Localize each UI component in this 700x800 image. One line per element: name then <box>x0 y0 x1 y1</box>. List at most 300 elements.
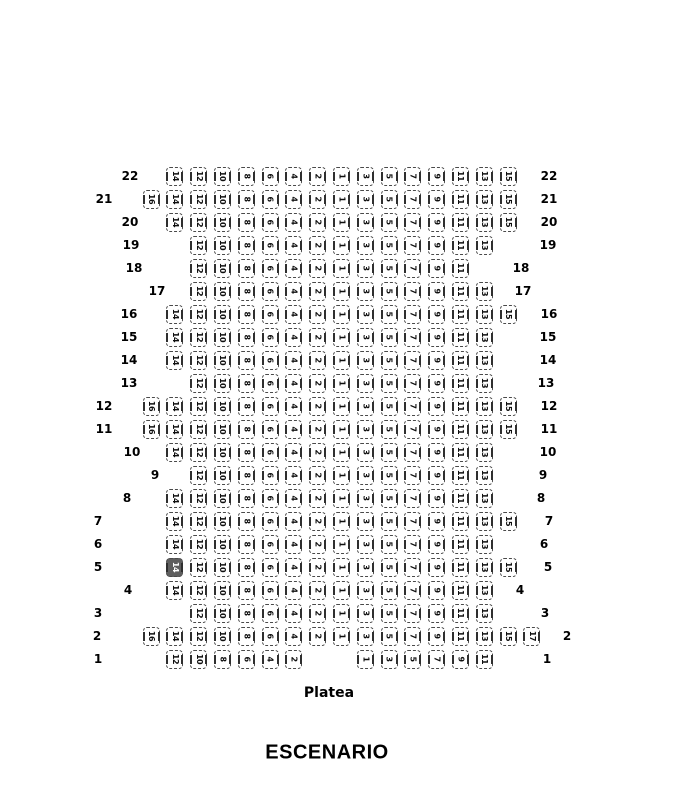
seat-row20-num13[interactable] <box>476 213 493 232</box>
seat-row2-num2[interactable] <box>309 627 326 646</box>
seat-row8-num7[interactable] <box>404 489 421 508</box>
seat-row14-num10[interactable] <box>214 351 231 370</box>
seat-row9-num10[interactable] <box>214 466 231 485</box>
seat-row22-num1[interactable] <box>333 167 350 186</box>
seat-row11-num1[interactable] <box>333 420 350 439</box>
seat-row17-num7[interactable] <box>404 282 421 301</box>
seat-row2-num1[interactable] <box>333 627 350 646</box>
seat-row20-num3[interactable] <box>357 213 374 232</box>
seat-row15-num14[interactable] <box>166 328 183 347</box>
seat-row19-num2[interactable] <box>309 236 326 255</box>
seat-row19-num11[interactable] <box>452 236 469 255</box>
seat-row15-num1[interactable] <box>333 328 350 347</box>
seat-row20-num2[interactable] <box>309 213 326 232</box>
seat-row11-num5[interactable] <box>381 420 398 439</box>
seat-row20-num14[interactable] <box>166 213 183 232</box>
seat-row11-num10[interactable] <box>214 420 231 439</box>
seat-row17-num11[interactable] <box>452 282 469 301</box>
seat-row2-num4[interactable] <box>285 627 302 646</box>
seat-row14-num1[interactable] <box>333 351 350 370</box>
seat-row7-num14[interactable] <box>166 512 183 531</box>
seat-row9-num9[interactable] <box>428 466 445 485</box>
seat-row11-num3[interactable] <box>357 420 374 439</box>
seat-row18-num6[interactable] <box>262 259 279 278</box>
seat-row8-num11[interactable] <box>452 489 469 508</box>
seat-row1-num8[interactable] <box>214 650 231 669</box>
seat-row19-num3[interactable] <box>357 236 374 255</box>
seat-row17-num3[interactable] <box>357 282 374 301</box>
seat-row20-num4[interactable] <box>285 213 302 232</box>
seat-row11-num16[interactable] <box>143 420 160 439</box>
seat-row20-num12[interactable] <box>190 213 207 232</box>
seat-row1-num3[interactable] <box>381 650 398 669</box>
seat-row2-num10[interactable] <box>214 627 231 646</box>
seat-row2-num5[interactable] <box>381 627 398 646</box>
seat-row10-num4[interactable] <box>285 443 302 462</box>
seat-row9-num7[interactable] <box>404 466 421 485</box>
seat-row7-num10[interactable] <box>214 512 231 531</box>
seat-row6-num1[interactable] <box>333 535 350 554</box>
seat-row21-num2[interactable] <box>309 190 326 209</box>
seat-row21-num5[interactable] <box>381 190 398 209</box>
seat-row9-num6[interactable] <box>262 466 279 485</box>
seat-row12-num16[interactable] <box>143 397 160 416</box>
seat-row5-num6[interactable] <box>262 558 279 577</box>
seat-row19-num4[interactable] <box>285 236 302 255</box>
seat-row9-num5[interactable] <box>381 466 398 485</box>
seat-row21-num15[interactable] <box>500 190 517 209</box>
seat-row4-num4[interactable] <box>285 581 302 600</box>
seat-row22-num3[interactable] <box>357 167 374 186</box>
seat-row14-num9[interactable] <box>428 351 445 370</box>
seat-row15-num13[interactable] <box>476 328 493 347</box>
seat-row5-num3[interactable] <box>357 558 374 577</box>
seat-row18-num12[interactable] <box>190 259 207 278</box>
seat-row16-num9[interactable] <box>428 305 445 324</box>
seat-row2-num3[interactable] <box>357 627 374 646</box>
seat-row15-num5[interactable] <box>381 328 398 347</box>
seat-row1-num7[interactable] <box>428 650 445 669</box>
seat-row22-num8[interactable] <box>238 167 255 186</box>
seat-row6-num10[interactable] <box>214 535 231 554</box>
seat-row12-num4[interactable] <box>285 397 302 416</box>
seat-row4-num3[interactable] <box>357 581 374 600</box>
seat-row7-num12[interactable] <box>190 512 207 531</box>
seat-row18-num10[interactable] <box>214 259 231 278</box>
seat-row8-num3[interactable] <box>357 489 374 508</box>
seat-row14-num13[interactable] <box>476 351 493 370</box>
seat-row5-num14[interactable] <box>166 558 183 577</box>
seat-row12-num8[interactable] <box>238 397 255 416</box>
seat-row19-num6[interactable] <box>262 236 279 255</box>
seat-row15-num2[interactable] <box>309 328 326 347</box>
seat-row21-num7[interactable] <box>404 190 421 209</box>
seat-row16-num8[interactable] <box>238 305 255 324</box>
seat-row12-num12[interactable] <box>190 397 207 416</box>
seat-row2-num17[interactable] <box>523 627 540 646</box>
seat-row18-num11[interactable] <box>452 259 469 278</box>
seat-row6-num11[interactable] <box>452 535 469 554</box>
seat-row12-num13[interactable] <box>476 397 493 416</box>
seat-row1-num1[interactable] <box>357 650 374 669</box>
seat-row13-num2[interactable] <box>309 374 326 393</box>
seat-row10-num2[interactable] <box>309 443 326 462</box>
seat-row9-num3[interactable] <box>357 466 374 485</box>
seat-row4-num13[interactable] <box>476 581 493 600</box>
seat-row7-num1[interactable] <box>333 512 350 531</box>
seat-row3-num12[interactable] <box>190 604 207 623</box>
seat-row12-num11[interactable] <box>452 397 469 416</box>
seat-row15-num9[interactable] <box>428 328 445 347</box>
seat-row1-num9[interactable] <box>452 650 469 669</box>
seat-row10-num8[interactable] <box>238 443 255 462</box>
seat-row5-num11[interactable] <box>452 558 469 577</box>
seat-row11-num7[interactable] <box>404 420 421 439</box>
seat-row10-num11[interactable] <box>452 443 469 462</box>
seat-row16-num1[interactable] <box>333 305 350 324</box>
seat-row16-num15[interactable] <box>500 305 517 324</box>
seat-row13-num12[interactable] <box>190 374 207 393</box>
seat-row17-num8[interactable] <box>238 282 255 301</box>
seat-row6-num5[interactable] <box>381 535 398 554</box>
seat-row8-num2[interactable] <box>309 489 326 508</box>
seat-row19-num1[interactable] <box>333 236 350 255</box>
seat-row16-num12[interactable] <box>190 305 207 324</box>
seat-row7-num3[interactable] <box>357 512 374 531</box>
seat-row17-num4[interactable] <box>285 282 302 301</box>
seat-row10-num14[interactable] <box>166 443 183 462</box>
seat-row12-num5[interactable] <box>381 397 398 416</box>
seat-row20-num6[interactable] <box>262 213 279 232</box>
seat-row1-num11[interactable] <box>476 650 493 669</box>
seat-row4-num11[interactable] <box>452 581 469 600</box>
seat-row4-num12[interactable] <box>190 581 207 600</box>
seat-row21-num6[interactable] <box>262 190 279 209</box>
seat-row7-num8[interactable] <box>238 512 255 531</box>
seat-row9-num8[interactable] <box>238 466 255 485</box>
seat-row4-num8[interactable] <box>238 581 255 600</box>
seat-row7-num2[interactable] <box>309 512 326 531</box>
seat-row21-num10[interactable] <box>214 190 231 209</box>
seat-row15-num7[interactable] <box>404 328 421 347</box>
seat-row8-num8[interactable] <box>238 489 255 508</box>
seat-row14-num14[interactable] <box>166 351 183 370</box>
seat-row14-num5[interactable] <box>381 351 398 370</box>
seat-row21-num11[interactable] <box>452 190 469 209</box>
seat-row18-num5[interactable] <box>381 259 398 278</box>
seat-row16-num2[interactable] <box>309 305 326 324</box>
seat-row14-num3[interactable] <box>357 351 374 370</box>
seat-row22-num7[interactable] <box>404 167 421 186</box>
seat-row3-num9[interactable] <box>428 604 445 623</box>
seat-row12-num2[interactable] <box>309 397 326 416</box>
seat-row14-num7[interactable] <box>404 351 421 370</box>
seat-row22-num5[interactable] <box>381 167 398 186</box>
seat-row4-num9[interactable] <box>428 581 445 600</box>
seat-row10-num6[interactable] <box>262 443 279 462</box>
seat-row19-num10[interactable] <box>214 236 231 255</box>
seat-row21-num9[interactable] <box>428 190 445 209</box>
seat-row3-num8[interactable] <box>238 604 255 623</box>
seat-row1-num4[interactable] <box>262 650 279 669</box>
seat-row14-num12[interactable] <box>190 351 207 370</box>
seat-row21-num13[interactable] <box>476 190 493 209</box>
seat-row9-num12[interactable] <box>190 466 207 485</box>
seat-row8-num9[interactable] <box>428 489 445 508</box>
seat-row3-num1[interactable] <box>333 604 350 623</box>
seat-row5-num9[interactable] <box>428 558 445 577</box>
seat-row6-num12[interactable] <box>190 535 207 554</box>
seat-row5-num12[interactable] <box>190 558 207 577</box>
seat-row18-num7[interactable] <box>404 259 421 278</box>
seat-row7-num13[interactable] <box>476 512 493 531</box>
seat-row5-num13[interactable] <box>476 558 493 577</box>
seat-row2-num12[interactable] <box>190 627 207 646</box>
seat-row1-num5[interactable] <box>404 650 421 669</box>
seat-row15-num8[interactable] <box>238 328 255 347</box>
seat-row14-num4[interactable] <box>285 351 302 370</box>
seat-row15-num12[interactable] <box>190 328 207 347</box>
seat-row9-num11[interactable] <box>452 466 469 485</box>
seat-row17-num6[interactable] <box>262 282 279 301</box>
seat-row18-num4[interactable] <box>285 259 302 278</box>
seat-row16-num11[interactable] <box>452 305 469 324</box>
seat-row8-num4[interactable] <box>285 489 302 508</box>
seat-row5-num8[interactable] <box>238 558 255 577</box>
seat-row13-num10[interactable] <box>214 374 231 393</box>
seat-row3-num4[interactable] <box>285 604 302 623</box>
seat-row22-num14[interactable] <box>166 167 183 186</box>
seat-row1-num10[interactable] <box>190 650 207 669</box>
seat-row18-num1[interactable] <box>333 259 350 278</box>
seat-row12-num6[interactable] <box>262 397 279 416</box>
seat-row7-num9[interactable] <box>428 512 445 531</box>
seat-row19-num7[interactable] <box>404 236 421 255</box>
seat-row21-num1[interactable] <box>333 190 350 209</box>
seat-row5-num5[interactable] <box>381 558 398 577</box>
seat-row2-num9[interactable] <box>428 627 445 646</box>
seat-row14-num11[interactable] <box>452 351 469 370</box>
seat-row19-num5[interactable] <box>381 236 398 255</box>
seat-row10-num3[interactable] <box>357 443 374 462</box>
seat-row12-num3[interactable] <box>357 397 374 416</box>
seat-row8-num6[interactable] <box>262 489 279 508</box>
seat-row8-num1[interactable] <box>333 489 350 508</box>
seat-row17-num13[interactable] <box>476 282 493 301</box>
seat-row4-num6[interactable] <box>262 581 279 600</box>
seat-row11-num13[interactable] <box>476 420 493 439</box>
seat-row5-num7[interactable] <box>404 558 421 577</box>
seat-row18-num8[interactable] <box>238 259 255 278</box>
seat-row11-num8[interactable] <box>238 420 255 439</box>
seat-row19-num9[interactable] <box>428 236 445 255</box>
seat-row1-num12[interactable] <box>166 650 183 669</box>
seat-row4-num7[interactable] <box>404 581 421 600</box>
seat-row15-num10[interactable] <box>214 328 231 347</box>
seat-row2-num15[interactable] <box>500 627 517 646</box>
seat-row5-num2[interactable] <box>309 558 326 577</box>
seat-row16-num4[interactable] <box>285 305 302 324</box>
seat-row16-num3[interactable] <box>357 305 374 324</box>
seat-row1-num2[interactable] <box>285 650 302 669</box>
seat-row4-num10[interactable] <box>214 581 231 600</box>
seat-row11-num4[interactable] <box>285 420 302 439</box>
seat-row2-num13[interactable] <box>476 627 493 646</box>
seat-row22-num13[interactable] <box>476 167 493 186</box>
seat-row22-num2[interactable] <box>309 167 326 186</box>
seat-row15-num4[interactable] <box>285 328 302 347</box>
seat-row10-num1[interactable] <box>333 443 350 462</box>
seat-row11-num14[interactable] <box>166 420 183 439</box>
seat-row17-num2[interactable] <box>309 282 326 301</box>
seat-row5-num10[interactable] <box>214 558 231 577</box>
seat-row16-num10[interactable] <box>214 305 231 324</box>
seat-row5-num1[interactable] <box>333 558 350 577</box>
seat-row20-num5[interactable] <box>381 213 398 232</box>
seat-row8-num12[interactable] <box>190 489 207 508</box>
seat-row21-num16[interactable] <box>143 190 160 209</box>
seat-row17-num12[interactable] <box>190 282 207 301</box>
seat-row4-num5[interactable] <box>381 581 398 600</box>
seat-row3-num2[interactable] <box>309 604 326 623</box>
seat-row12-num1[interactable] <box>333 397 350 416</box>
seat-row4-num1[interactable] <box>333 581 350 600</box>
seat-row3-num11[interactable] <box>452 604 469 623</box>
seat-row12-num15[interactable] <box>500 397 517 416</box>
seat-row18-num3[interactable] <box>357 259 374 278</box>
seat-row8-num14[interactable] <box>166 489 183 508</box>
seat-row13-num4[interactable] <box>285 374 302 393</box>
seat-row10-num5[interactable] <box>381 443 398 462</box>
seat-row20-num8[interactable] <box>238 213 255 232</box>
seat-row19-num13[interactable] <box>476 236 493 255</box>
seat-row21-num14[interactable] <box>166 190 183 209</box>
seat-row22-num12[interactable] <box>190 167 207 186</box>
seat-row20-num11[interactable] <box>452 213 469 232</box>
seat-row8-num13[interactable] <box>476 489 493 508</box>
seat-row13-num3[interactable] <box>357 374 374 393</box>
seat-row8-num10[interactable] <box>214 489 231 508</box>
seat-row20-num7[interactable] <box>404 213 421 232</box>
seat-row14-num6[interactable] <box>262 351 279 370</box>
seat-row7-num15[interactable] <box>500 512 517 531</box>
seat-row12-num7[interactable] <box>404 397 421 416</box>
seat-row9-num13[interactable] <box>476 466 493 485</box>
seat-row14-num2[interactable] <box>309 351 326 370</box>
seat-row5-num15[interactable] <box>500 558 517 577</box>
seat-row21-num4[interactable] <box>285 190 302 209</box>
seat-row9-num4[interactable] <box>285 466 302 485</box>
seat-row10-num13[interactable] <box>476 443 493 462</box>
seat-row6-num7[interactable] <box>404 535 421 554</box>
seat-row21-num3[interactable] <box>357 190 374 209</box>
seat-row11-num11[interactable] <box>452 420 469 439</box>
seat-row3-num3[interactable] <box>357 604 374 623</box>
seat-row20-num15[interactable] <box>500 213 517 232</box>
seat-row2-num11[interactable] <box>452 627 469 646</box>
seat-row6-num2[interactable] <box>309 535 326 554</box>
seat-row22-num15[interactable] <box>500 167 517 186</box>
seat-row11-num15[interactable] <box>500 420 517 439</box>
seat-row2-num7[interactable] <box>404 627 421 646</box>
seat-row22-num4[interactable] <box>285 167 302 186</box>
seat-row13-num6[interactable] <box>262 374 279 393</box>
seat-row2-num8[interactable] <box>238 627 255 646</box>
seat-row7-num5[interactable] <box>381 512 398 531</box>
seat-row22-num6[interactable] <box>262 167 279 186</box>
seat-row3-num5[interactable] <box>381 604 398 623</box>
seat-row13-num9[interactable] <box>428 374 445 393</box>
seat-row6-num6[interactable] <box>262 535 279 554</box>
seat-row9-num1[interactable] <box>333 466 350 485</box>
seat-row13-num8[interactable] <box>238 374 255 393</box>
seat-row6-num13[interactable] <box>476 535 493 554</box>
seat-row6-num3[interactable] <box>357 535 374 554</box>
seat-row19-num8[interactable] <box>238 236 255 255</box>
seat-row16-num13[interactable] <box>476 305 493 324</box>
seat-row17-num1[interactable] <box>333 282 350 301</box>
seat-row2-num14[interactable] <box>166 627 183 646</box>
seat-row15-num11[interactable] <box>452 328 469 347</box>
seat-row6-num14[interactable] <box>166 535 183 554</box>
seat-row15-num6[interactable] <box>262 328 279 347</box>
seat-row6-num8[interactable] <box>238 535 255 554</box>
seat-row7-num11[interactable] <box>452 512 469 531</box>
seat-row13-num7[interactable] <box>404 374 421 393</box>
seat-row13-num5[interactable] <box>381 374 398 393</box>
seat-row20-num9[interactable] <box>428 213 445 232</box>
seat-row18-num9[interactable] <box>428 259 445 278</box>
seat-row7-num6[interactable] <box>262 512 279 531</box>
seat-row22-num11[interactable] <box>452 167 469 186</box>
seat-row14-num8[interactable] <box>238 351 255 370</box>
seat-row3-num13[interactable] <box>476 604 493 623</box>
seat-row13-num11[interactable] <box>452 374 469 393</box>
seat-row16-num5[interactable] <box>381 305 398 324</box>
seat-row15-num3[interactable] <box>357 328 374 347</box>
seat-row6-num9[interactable] <box>428 535 445 554</box>
seat-row9-num2[interactable] <box>309 466 326 485</box>
seat-row20-num10[interactable] <box>214 213 231 232</box>
seat-row4-num14[interactable] <box>166 581 183 600</box>
seat-row10-num12[interactable] <box>190 443 207 462</box>
seat-row22-num10[interactable] <box>214 167 231 186</box>
seat-row16-num14[interactable] <box>166 305 183 324</box>
seat-row3-num7[interactable] <box>404 604 421 623</box>
seat-row22-num9[interactable] <box>428 167 445 186</box>
seat-row12-num9[interactable] <box>428 397 445 416</box>
seat-row17-num5[interactable] <box>381 282 398 301</box>
seat-row11-num6[interactable] <box>262 420 279 439</box>
seat-row18-num2[interactable] <box>309 259 326 278</box>
seat-row10-num10[interactable] <box>214 443 231 462</box>
seat-row11-num2[interactable] <box>309 420 326 439</box>
seat-row3-num6[interactable] <box>262 604 279 623</box>
seat-row2-num6[interactable] <box>262 627 279 646</box>
seat-row20-num1[interactable] <box>333 213 350 232</box>
seat-row8-num5[interactable] <box>381 489 398 508</box>
seat-row10-num9[interactable] <box>428 443 445 462</box>
seat-row1-num6[interactable] <box>238 650 255 669</box>
seat-row17-num10[interactable] <box>214 282 231 301</box>
seat-row3-num10[interactable] <box>214 604 231 623</box>
seat-row21-num8[interactable] <box>238 190 255 209</box>
seat-row17-num9[interactable] <box>428 282 445 301</box>
seat-row6-num4[interactable] <box>285 535 302 554</box>
seat-row4-num2[interactable] <box>309 581 326 600</box>
seat-row10-num7[interactable] <box>404 443 421 462</box>
seat-row21-num12[interactable] <box>190 190 207 209</box>
